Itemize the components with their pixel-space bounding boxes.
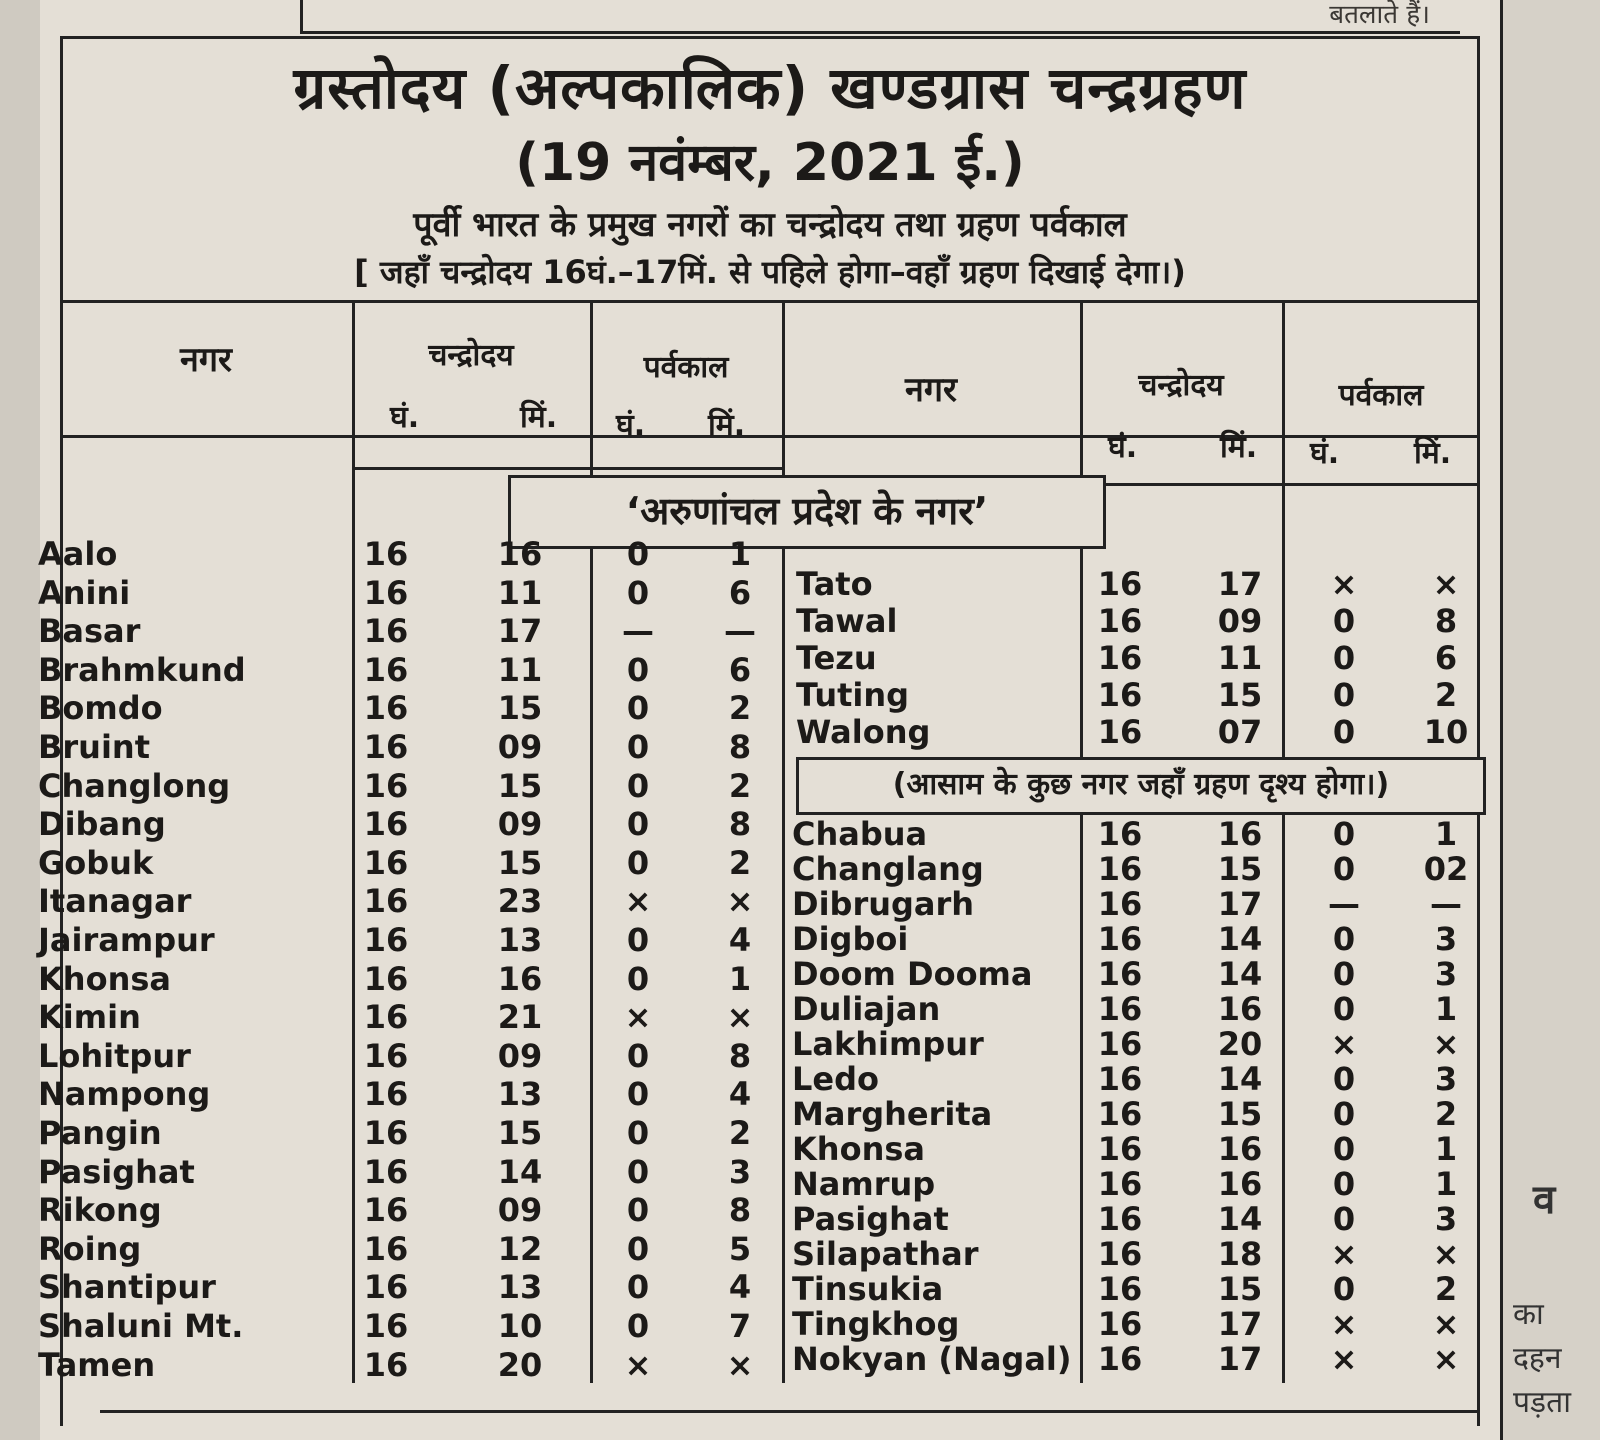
moonrise-minute: 15 [497,689,543,728]
moonrise-minute: 15 [1217,850,1263,888]
city-name: Duliajan [792,990,941,1028]
section-arunachal: ‘अरुणांचल प्रदेश के नगर’ [508,475,1106,549]
moonrise-minute: 15 [497,766,543,805]
moonrise-hour: 16 [363,882,409,921]
duration-hour: 0 [626,1114,650,1152]
col-hour: घं. [1310,436,1340,471]
moonrise-hour: 16 [363,1152,409,1191]
duration-minute: 6 [728,650,752,689]
duration-minute: × [726,1345,754,1384]
adjacent-column [1500,0,1600,1440]
duration-hour: 0 [626,805,650,844]
table-row [60,639,1480,677]
duration-minute: — [1430,885,1462,923]
duration-hour: 0 [626,573,650,612]
duration-minute: 4 [728,1268,752,1307]
duration-hour: 0 [1332,955,1356,993]
moonrise-minute: 17 [1217,565,1263,603]
duration-minute: 4 [728,1075,752,1114]
duration-minute: 1 [728,959,752,998]
moonrise-minute: 13 [497,1075,543,1114]
table-row [60,1200,1480,1238]
moonrise-minute: 14 [497,1152,543,1191]
city-name: Doom Dooma [792,955,1033,993]
moonrise-hour: 16 [1097,565,1143,603]
col-minute: मिं. [708,408,746,443]
moonrise-minute: 14 [1217,955,1263,993]
duration-minute: 02 [1423,850,1469,888]
city-name: Tezu [796,639,877,677]
duration-minute: 2 [728,766,752,805]
col-city: नगर [905,370,957,410]
table-row [60,1095,1480,1133]
moonrise-hour: 16 [363,1075,409,1114]
eclipse-date: (19 नवंम्बर, 2021 ई.) [515,133,1025,193]
city-name: Tinsukia [792,1270,944,1308]
table-row [60,676,1480,714]
moonrise-hour: 16 [1097,920,1143,958]
duration-minute: × [1432,1340,1460,1378]
duration-hour: — [622,612,654,651]
city-name: Chabua [792,815,928,853]
side-word: पड़ता [1513,1385,1571,1420]
moonrise-minute: 14 [1217,1060,1263,1098]
moonrise-hour: 16 [1097,850,1143,888]
moonrise-minute: 21 [497,998,543,1037]
duration-minute: 6 [1434,639,1458,677]
duration-minute: 8 [728,805,752,844]
city-name: Bomdo [38,689,163,728]
col-minute: मिं. [1220,430,1258,465]
city-name: Ledo [792,1060,879,1098]
moonrise-hour: 16 [363,728,409,766]
duration-hour: × [624,1345,652,1384]
duration-hour: 0 [626,1075,650,1114]
header [60,36,1480,306]
moonrise-hour: 16 [363,689,409,728]
moonrise-hour: 16 [363,1114,409,1152]
duration-hour: × [1330,1235,1358,1273]
moonrise-minute: 15 [497,1114,543,1152]
city-name: Pasighat [38,1152,195,1191]
duration-minute: 10 [1423,713,1469,751]
col-minute: मिं. [1414,436,1452,471]
duration-minute: × [1432,1235,1460,1273]
table-row [60,885,1480,923]
moonrise-minute: 18 [1217,1235,1263,1273]
city-name: Lakhimpur [792,1025,984,1063]
duration-hour: 0 [626,728,650,766]
moonrise-minute: 13 [497,1268,543,1307]
moonrise-hour: 16 [1097,676,1143,714]
side-word: व [1533,1177,1556,1223]
duration-hour: × [1330,1025,1358,1063]
col-hour: घं. [1108,430,1138,465]
duration-hour: × [1330,565,1358,603]
table-row [60,1060,1480,1098]
moonrise-hour: 16 [1097,1165,1143,1203]
visibility-note: [ जहाँ चन्द्रोदय 16घं.–17मिं. से पहिले होगा–वहाँ ग्रहण दिखाई देगा।) [354,253,1186,291]
duration-hour: 0 [1332,676,1356,714]
table-row [60,1235,1480,1273]
city-name: Tuting [796,676,910,714]
side-word: दहन [1513,1341,1562,1376]
duration-minute: 4 [728,921,752,959]
moonrise-minute: 09 [497,728,543,766]
moonrise-hour: 16 [1097,1025,1143,1063]
city-name: Rikong [38,1191,162,1230]
moonrise-minute: 16 [1217,1165,1263,1203]
col-moonrise: चन्द्रोदय [428,338,514,373]
duration-minute: 8 [728,1036,752,1075]
duration-hour: × [1330,1340,1358,1378]
city-name: Gobuk [38,843,154,882]
duration-hour: 0 [1332,990,1356,1028]
duration-hour: 0 [626,1268,650,1307]
moonrise-minute: 10 [497,1307,543,1345]
city-name: Tamen [38,1345,156,1384]
col-minute: मिं. [520,400,558,435]
table-row [60,713,1480,751]
city-name: Dibang [38,805,166,844]
moonrise-hour: 16 [363,535,409,573]
city-name: Namrup [792,1165,936,1203]
city-name: Nampong [38,1075,211,1114]
col-duration: पर्वकाल [1338,378,1424,413]
moonrise-minute: 14 [1217,1200,1263,1238]
col-hour: घं. [616,408,646,443]
moonrise-minute: 17 [497,612,543,651]
city-name: Lohitpur [38,1036,191,1075]
duration-hour: 0 [626,843,650,882]
moonrise-minute: 23 [497,882,543,921]
col-city: नगर [180,340,232,380]
duration-hour: 0 [1332,1060,1356,1098]
duration-minute: × [726,998,754,1037]
duration-hour: 0 [626,1307,650,1345]
duration-minute: 2 [728,689,752,728]
moonrise-minute: 09 [497,805,543,844]
moonrise-minute: 09 [497,1036,543,1075]
moonrise-hour: 16 [363,805,409,844]
moonrise-minute: 09 [497,1191,543,1230]
side-word: का [1513,1297,1544,1332]
moonrise-hour: 16 [363,998,409,1037]
moonrise-minute: 07 [1217,713,1263,751]
moonrise-hour: 16 [1097,1340,1143,1378]
city-name: Margherita [792,1095,993,1133]
moonrise-hour: 16 [1097,885,1143,923]
moonrise-minute: 15 [497,843,543,882]
table-row [60,920,1480,958]
city-name: Dibrugarh [792,885,975,923]
duration-hour: 0 [1332,1095,1356,1133]
section-assam: (आसाम के कुछ नगर जहाँ ग्रहण दृश्य होगा।) [796,757,1486,815]
header-divider [1080,483,1480,486]
duration-minute: — [724,612,756,651]
moonrise-minute: 11 [1217,639,1263,677]
table-row [60,1305,1480,1343]
moonrise-minute: 16 [497,959,543,998]
duration-minute: 8 [728,1191,752,1230]
city-name: Bruint [38,728,150,766]
moonrise-minute: 17 [1217,1340,1263,1378]
city-name: Brahmkund [38,650,246,689]
duration-minute: 2 [1434,1270,1458,1308]
duration-hour: 0 [1332,602,1356,640]
moonrise-hour: 16 [1097,1060,1143,1098]
top-strip-text: बतलाते हैं। [300,0,1460,34]
duration-hour: 0 [626,1152,650,1191]
duration-hour: 0 [1332,1270,1356,1308]
duration-hour: × [624,998,652,1037]
moonrise-minute: 13 [497,921,543,959]
moonrise-minute: 12 [497,1229,543,1268]
duration-minute: 8 [728,728,752,766]
table-row [38,766,1480,805]
moonrise-hour: 16 [363,612,409,651]
duration-minute: 3 [728,1152,752,1191]
duration-minute: 1 [728,535,752,573]
moonrise-hour: 16 [363,650,409,689]
duration-hour: × [1330,1305,1358,1343]
table-row [60,1130,1480,1168]
table-row [60,955,1480,993]
moonrise-hour: 16 [1097,955,1143,993]
duration-minute: 6 [728,573,752,612]
city-name: Nokyan (Nagal) [792,1340,1072,1378]
duration-hour: 0 [626,535,650,573]
moonrise-minute: 11 [497,650,543,689]
city-name: Pangin [38,1114,162,1152]
duration-hour: 0 [1332,850,1356,888]
city-name: Digboi [792,920,909,958]
city-name: Tato [796,565,873,603]
moonrise-hour: 16 [1097,639,1143,677]
city-name: Silapathar [792,1235,979,1273]
duration-hour: 0 [1332,1130,1356,1168]
moonrise-hour: 16 [1097,602,1143,640]
moonrise-minute: 15 [1217,676,1263,714]
moonrise-minute: 17 [1217,1305,1263,1343]
city-name: Changlong [38,766,231,805]
duration-minute: 3 [1434,1200,1458,1238]
moonrise-hour: 16 [363,1191,409,1230]
city-name: Pasighat [792,1200,949,1238]
moonrise-minute: 17 [1217,885,1263,923]
duration-minute: 7 [728,1307,752,1345]
city-name: Walong [796,713,931,751]
duration-hour: × [624,882,652,921]
duration-hour: — [1328,885,1360,923]
city-name: Kimin [38,998,141,1037]
moonrise-hour: 16 [1097,1200,1143,1238]
moonrise-hour: 16 [1097,713,1143,751]
table-row [60,1340,1480,1378]
eclipse-table [38,300,1480,1413]
table-row [60,990,1480,1028]
moonrise-hour: 16 [1097,1305,1143,1343]
duration-minute: 2 [1434,1095,1458,1133]
header-divider [60,435,1480,438]
duration-minute: 2 [728,1114,752,1152]
moonrise-minute: 16 [1217,990,1263,1028]
col-hour: घं. [390,400,420,435]
moonrise-hour: 16 [363,1345,409,1384]
city-name: Khonsa [38,959,171,998]
duration-minute: × [1432,1305,1460,1343]
moonrise-hour: 16 [363,573,409,612]
city-name: Itanagar [38,882,192,921]
duration-minute: 1 [1434,1130,1458,1168]
city-name: Shantipur [38,1268,216,1307]
moonrise-hour: 16 [363,1229,409,1268]
duration-hour: 0 [1332,1165,1356,1203]
duration-hour: 0 [626,959,650,998]
duration-hour: 0 [1332,1200,1356,1238]
moonrise-hour: 16 [1097,990,1143,1028]
city-name: Basar [38,612,141,651]
duration-minute: 8 [1434,602,1458,640]
moonrise-hour: 16 [363,1268,409,1307]
duration-hour: 0 [626,650,650,689]
city-name: Jairampur [38,921,215,959]
duration-hour: 0 [1332,920,1356,958]
duration-minute: 3 [1434,1060,1458,1098]
moonrise-hour: 16 [363,959,409,998]
duration-minute: 2 [1434,676,1458,714]
moonrise-minute: 20 [497,1345,543,1384]
moonrise-minute: 16 [497,535,543,573]
moonrise-minute: 14 [1217,920,1263,958]
duration-minute: 3 [1434,920,1458,958]
city-name: Tingkhog [792,1305,960,1343]
moonrise-hour: 16 [1097,1095,1143,1133]
duration-hour: 0 [626,1036,650,1075]
duration-minute: × [726,882,754,921]
moonrise-hour: 16 [1097,815,1143,853]
moonrise-minute: 09 [1217,602,1263,640]
city-name: Shaluni Mt. [38,1307,244,1345]
table-row [60,1165,1480,1203]
duration-hour: 0 [626,689,650,728]
duration-minute: × [1432,1025,1460,1063]
table-row [60,815,1480,853]
table-row [60,565,1480,603]
city-name: Anini [38,573,131,612]
moonrise-hour: 16 [363,843,409,882]
duration-hour: 0 [626,1191,650,1230]
duration-hour: 0 [626,921,650,959]
moonrise-hour: 16 [1097,1235,1143,1273]
col-moonrise: चन्द्रोदय [1138,368,1224,403]
duration-minute: × [1432,565,1460,603]
duration-minute: 1 [1434,990,1458,1028]
moonrise-hour: 16 [363,921,409,959]
table-row [60,1270,1480,1308]
duration-hour: 0 [1332,639,1356,677]
table-row [60,850,1480,888]
moonrise-hour: 16 [363,1307,409,1345]
duration-minute: 1 [1434,815,1458,853]
page-title: ग्रस्तोदय (अल्पकालिक) खण्डग्रास चन्द्रग्रहण [293,54,1247,122]
duration-hour: 0 [626,1229,650,1268]
moonrise-minute: 15 [1217,1270,1263,1308]
moonrise-minute: 16 [1217,1130,1263,1168]
city-name: Tawal [796,602,898,640]
moonrise-hour: 16 [1097,1130,1143,1168]
table-row [60,602,1480,640]
moonrise-minute: 20 [1217,1025,1263,1063]
moonrise-minute: 16 [1217,815,1263,853]
moonrise-hour: 16 [363,1036,409,1075]
city-name: Roing [38,1229,142,1268]
city-name: Khonsa [792,1130,925,1168]
moonrise-minute: 11 [497,573,543,612]
duration-minute: 5 [728,1229,752,1268]
duration-minute: 2 [728,843,752,882]
city-name: Aalo [38,535,118,573]
duration-hour: 0 [626,766,650,805]
duration-hour: 0 [1332,815,1356,853]
moonrise-minute: 15 [1217,1095,1263,1133]
duration-minute: 3 [1434,955,1458,993]
table-row [60,1025,1480,1063]
duration-hour: 0 [1332,713,1356,751]
col-duration: पर्वकाल [643,350,729,385]
city-name: Changlang [792,850,984,888]
header-divider [352,467,782,470]
moonrise-hour: 16 [363,766,409,805]
bottom-divider [100,1410,1480,1413]
subtitle: पूर्वी भारत के प्रमुख नगरों का चन्द्रोदय तथा ग्रहण पर्वकाल [413,205,1127,245]
duration-minute: 1 [1434,1165,1458,1203]
moonrise-hour: 16 [1097,1270,1143,1308]
